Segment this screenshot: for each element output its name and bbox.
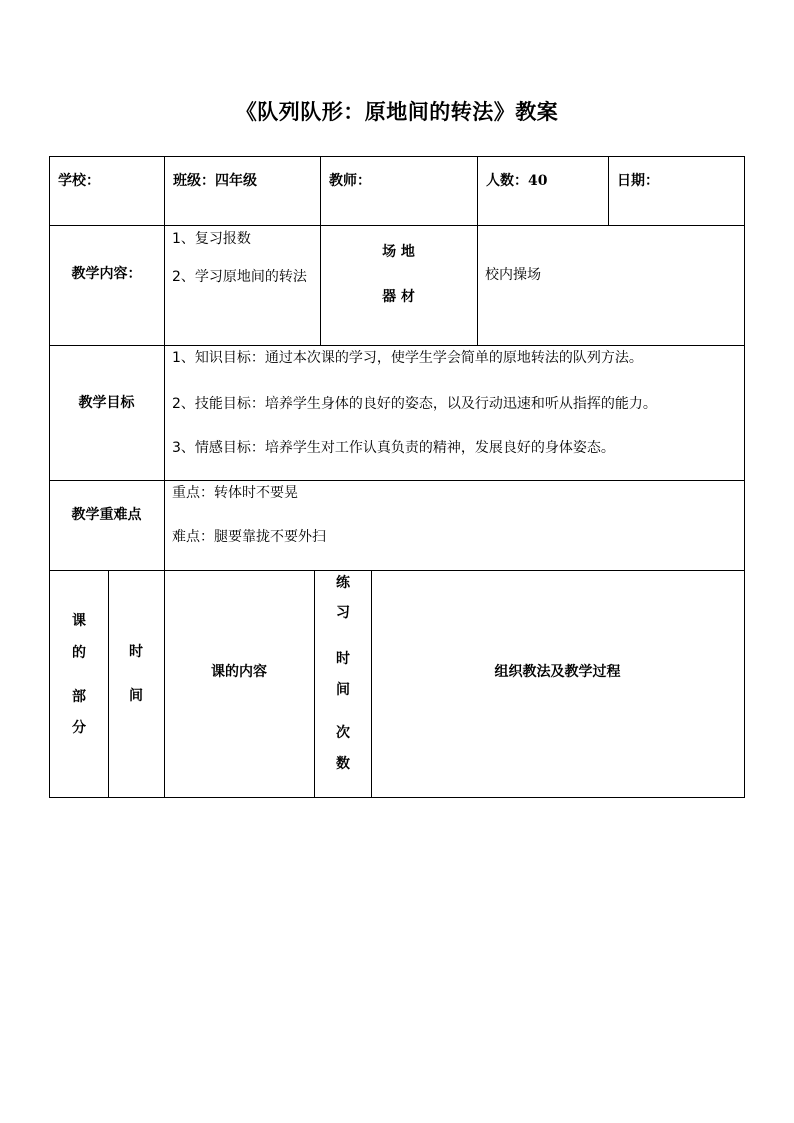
- content-list: [172, 229, 317, 291]
- school-label: 学校：: [58, 173, 100, 189]
- content-item: 2、学习原地间的转法: [172, 269, 307, 285]
- goals-list: [172, 348, 742, 458]
- class-label: 班级：四年级: [173, 173, 257, 189]
- venue-value: 校内操场: [485, 267, 541, 283]
- difficulty-point: 难点：腿要靠拢不要外扫: [172, 529, 326, 545]
- date-label: 日期：: [617, 173, 659, 189]
- content-label: 教学内容：: [71, 266, 142, 282]
- focus-label: 教学重难点: [71, 507, 142, 523]
- goal-item: 1、知识目标：通过本次课的学习，使学生学会简单的原地转法的队列方法。: [172, 350, 643, 366]
- venue-label-1: 场 地: [382, 244, 415, 260]
- goals-label: 教学目标: [78, 395, 135, 411]
- student-count: 人数：40: [486, 173, 548, 189]
- key-point: 重点：转体时不要晃: [172, 485, 298, 501]
- goal-item: 2、技能目标：培养学生身体的良好的姿态，以及行动迅速和听从指挥的能力。: [172, 396, 657, 412]
- venue-label-2: 器 材: [382, 289, 415, 305]
- method-header: 组织教法及教学过程: [494, 664, 621, 680]
- page-title: 《队列队形：原地间的转法》教案: [235, 100, 559, 124]
- teacher-label: 教师：: [329, 173, 371, 189]
- goal-item: 3、情感目标：培养学生对工作认真负责的精神，发展良好的身体姿态。: [172, 440, 615, 456]
- content-item: 1、复习报数: [172, 231, 251, 247]
- content-header: 课的内容: [211, 664, 267, 680]
